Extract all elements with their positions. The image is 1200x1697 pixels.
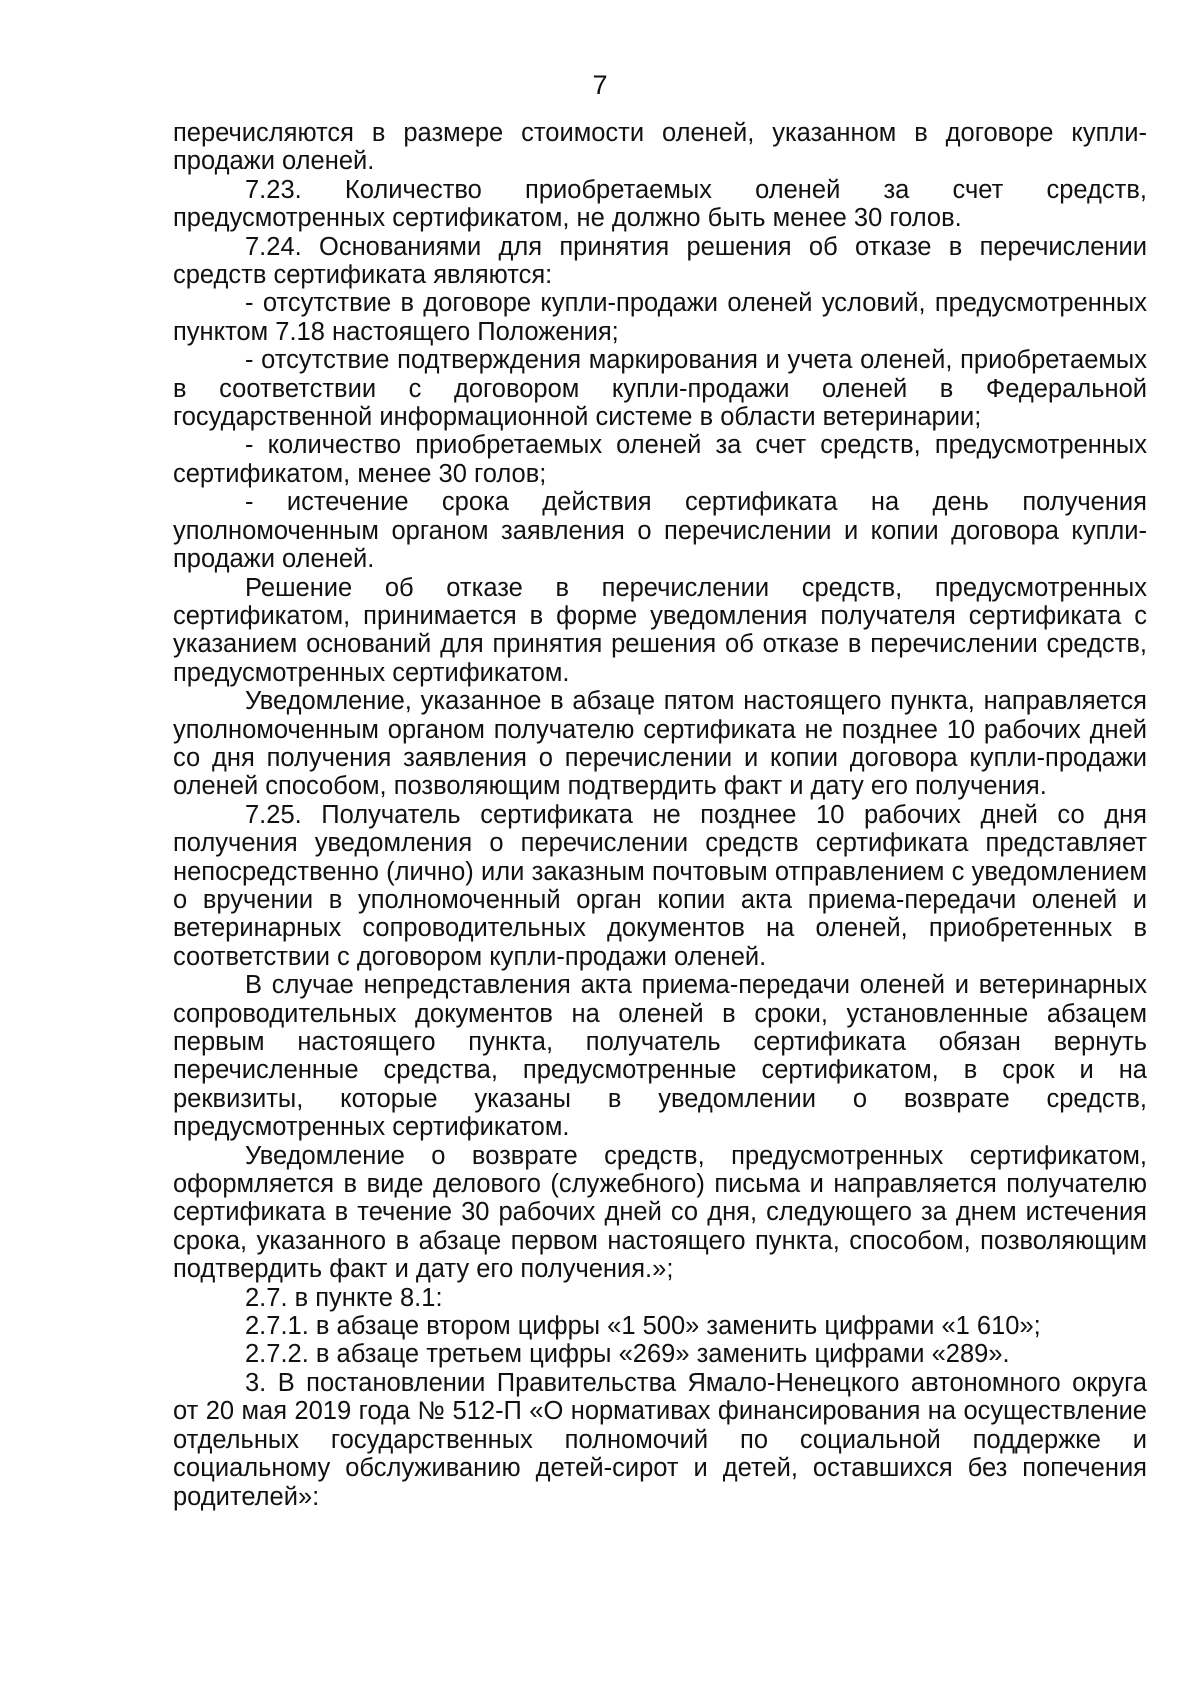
page-number: 7 <box>592 70 608 100</box>
paragraph-3: 3. В постановлении Правительства Ямало-Ненецкого автономного округа от 20 мая 2019 года № 512-П «О нормативах финансирования на осуществление отдельных государственных полномочий по социальной поддержке и социальному обслуживанию детей-сирот и детей, оставшихся без попечения родителей»: <box>173 1368 1147 1511</box>
list-item-refusal-ground-1: - отсутствие в договоре купли-продажи оленей условий, предусмотренных пунктом 7.18 настоящего Положения; <box>173 289 1147 346</box>
paragraph-continuation: перечисляются в размере стоимости оленей, указанном в договоре купли-продажи оленей. <box>173 119 1147 176</box>
list-item-refusal-ground-3: - количество приобретаемых оленей за счет средств, предусмотренных сертификатом, менее 30 голов; <box>173 431 1147 488</box>
paragraph-2-7: 2.7. в пункте 8.1: <box>245 1283 443 1312</box>
paragraph-refusal-decision: Решение об отказе в перечислении средств, предусмотренных сертификатом, принимается в форме уведомления получателя сертификата с указанием оснований для принятия решения об отказе в перечислении средств, предусмотренных сертификатом. <box>173 573 1147 687</box>
document-body <box>173 119 1147 1511</box>
paragraph-7-25: 7.25. Получатель сертификата не позднее 10 рабочих дней со дня получения уведомления о перечислении средств сертификата представляет непосредственно (лично) или заказным почтовым отправлением с уведомлением о вручении в уполномоченный орган копии акта приема-передачи оленей и ветеринарных сопроводительных документов на оленей, приобретенных в соответствии с договором купли-продажи оленей. <box>173 800 1147 971</box>
paragraph-non-submission: В случае непредставления акта приема-передачи оленей и ветеринарных сопроводительных документов на оленей в сроки, установленные абзацем первым настоящего пункта, получатель сертификата обязан вернуть перечисленные средства, предусмотренные сертификатом, в срок и на реквизиты, которые указаны в уведомлении о возврате средств, предусмотренных сертификатом. <box>173 971 1147 1142</box>
paragraph-7-24: 7.24. Основаниями для принятия решения об отказе в перечислении средств сертификата являются: <box>173 232 1147 290</box>
list-item-refusal-ground-4: - истечение срока действия сертификата на день получения уполномоченным органом заявления о перечислении и копии договора купли-продажи оленей. <box>173 488 1147 574</box>
list-item-refusal-ground-2: - отсутствие подтверждения маркирования и учета оленей, приобретаемых в соответствии с договором купли-продажи оленей в Федеральной государственной информационной системе в области ветеринарии; <box>173 346 1147 432</box>
paragraph-2-7-1: 2.7.1. в абзаце втором цифры «1 500» заменить цифрами «1 610»; <box>245 1312 1041 1341</box>
paragraph-return-notification: Уведомление о возврате средств, предусмотренных сертификатом, оформляется в виде делового (служебного) письма и направляется получателю сертификата в течение 30 рабочих дней со дня, следующего за днем истечения срока, указанного в абзаце первом настоящего пункта, способом, позволяющим подтвердить факт и дату его получения.»; <box>173 1141 1147 1284</box>
paragraph-7-23: 7.23. Количество приобретаемых оленей за счет средств, предусмотренных сертификатом, не должно быть менее 30 голов. <box>173 175 1147 233</box>
paragraph-notification: Уведомление, указанное в абзаце пятом настоящего пункта, направляется уполномоченным органом получателю сертификата не позднее 10 рабочих дней со дня получения заявления о перечислении и копии договора купли-продажи оленей способом, позволяющим подтвердить факт и дату его получения. <box>173 687 1147 801</box>
paragraph-2-7-2: 2.7.2. в абзаце третьем цифры «269» заменить цифрами «289». <box>245 1340 1010 1369</box>
